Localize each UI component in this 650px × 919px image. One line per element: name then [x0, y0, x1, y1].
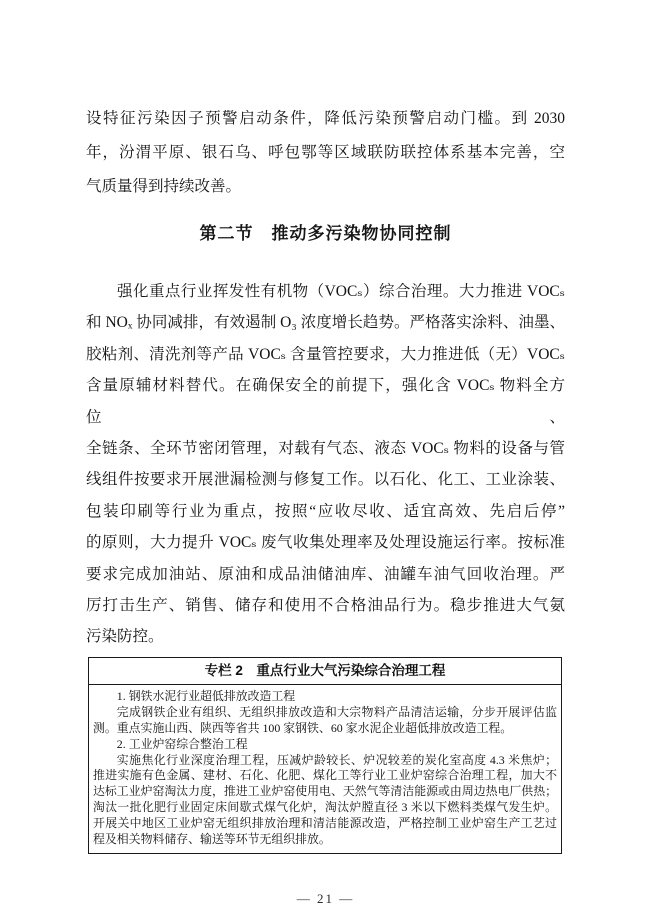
body-paragraph — [86, 276, 565, 653]
text-line: 强化重点行业挥发性有机物（VOCₛ）综合治理。大力推进 VOCₛ — [117, 283, 565, 300]
text-line: 设特征污染因子预警启动条件，降低污染预警启动门槛。到 2030 — [86, 110, 565, 127]
text-line: 污染防控。 — [86, 628, 164, 646]
intro-paragraph — [86, 102, 565, 204]
text-line: 厉打击生产、销售、储存和使用不合格油品行为。稳步推进大气氨 — [86, 597, 565, 615]
text-line: 胶粘剂、清洗剂等产品 VOCₛ 含量管控要求，大力推进低（无）VOCₛ — [86, 345, 565, 363]
box-text-line: 开展关中地区工业炉窑无组织排放治理和清洁能源改造，严格控制工业炉窑生产工艺过 — [93, 816, 557, 831]
text-line: 的原则，大力提升 VOCₛ 废气收集处理率及处理设施运行率。按标准 — [86, 534, 565, 552]
text-line: 全链条、全环节密闭管理，对载有气态、液态 VOCₛ 物料的设备与管 — [86, 440, 565, 458]
text-line: 和 NOₓ 协同减排，有效遏制 O₃ 浓度增长趋势。严格落实涂料、油墨、 — [86, 314, 565, 332]
box-text-line: 1. 钢铁水泥行业超低排放改造工程 — [116, 688, 296, 703]
page-number: — 21 — — [296, 890, 355, 906]
text-line: 年，汾渭平原、银石乌、呼包鄂等区域联防联控体系基本完善，空 — [86, 144, 565, 161]
box-text-line: 完成钢铁企业有组织、无组织排放改造和大宗物料产品清洁运输，分步开展评估监 — [116, 704, 557, 719]
box-text-line: 推进实施有色金属、建材、石化、化肥、煤化工等行业工业炉窑综合治理工程，加大不 — [93, 768, 557, 783]
box-text-line: 达标工业炉窑淘汰力度，推进工业炉窑使用电、天然气等清洁能源或由周边热电厂供热； — [93, 784, 557, 799]
text-line: 含量原辅材料替代。在确保安全的前提下，强化含 VOCₛ 物料全方位、 — [86, 377, 565, 426]
text-line: 要求完成加油站、原油和成品油储油库、油罐车油气回收治理。严 — [86, 565, 565, 583]
box-text-line: 实施焦化行业深度治理工程，压减炉龄较长、炉况较差的炭化室高度 4.3 米焦炉； — [116, 752, 557, 767]
box-text-line: 2. 工业炉窑综合整治工程 — [116, 736, 248, 751]
section-heading: 第二节 推动多污染物协同控制 — [199, 224, 452, 243]
callout-box — [88, 657, 562, 854]
text-line: 包装印刷等行业为重点，按照“应收尽收、适宜高效、先启后停” — [86, 502, 565, 520]
text-line: 线组件按要求开展泄漏检测与修复工作。以石化、化工、工业涂装、 — [86, 471, 565, 489]
text-line: 气质量得到持续改善。 — [86, 178, 242, 195]
box-text-line: 淘汰一批化肥行业固定床间歇式煤气化炉，淘汰炉膛直径 3 米以下燃料类煤气发生炉。 — [93, 800, 557, 815]
box-text-line: 测。重点实施山西、陕西等省共 100 家钢铁、60 家水泥企业超低排放改造工程。 — [93, 720, 513, 735]
box-text-line: 程及相关物料储存、输送等环节无组织排放。 — [93, 832, 331, 847]
callout-box-body — [89, 685, 561, 853]
callout-box-title: 专栏 2 重点行业大气污染综合治理工程 — [89, 658, 561, 685]
